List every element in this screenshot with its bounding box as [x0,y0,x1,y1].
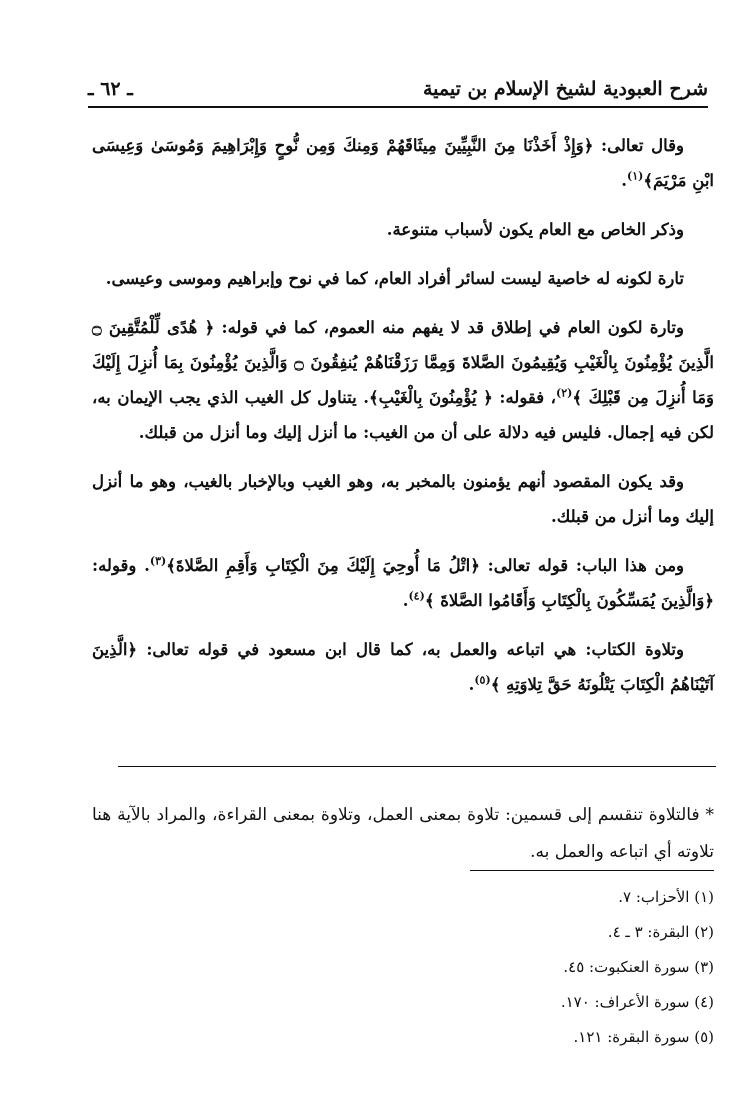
footnote-ref-5: (٥) [474,673,491,687]
page-number: ـ ٦٢ ـ [88,78,133,100]
paragraph-4 [92,310,714,450]
paragraph-text: تارة لكونه له خاصية ليست لسائر أفراد العام، كما في نوح وإبراهيم وموسى وعيسى. [105,269,684,288]
footnote-4: (٤) سورة الأعراف: ١٧٠. [560,993,714,1011]
paragraph-text: وتارة لكون العام في إطلاق قد لا يفهم منه العموم، كما في قوله: ﴿ هُدًى لِّلْمُتَّقِينَ ۝ الَّذِينَ يُؤْمِنُونَ بِالْغَيْبِ وَيُقِيمُونَ الصَّلاةَ وَمِمَّا رَزَقْنَاهُمْ يُنفِقُونَ ۝ وَالَّذِينَ يُؤْمِنُونَ بِمَا أُنزِلَ إِلَيْكَ وَمَا أُنزِلَ مِن قَبْلِكَ ﴾ [92,318,714,407]
footnote-ref-2: (٢) [555,386,573,400]
paragraph-text: وتلاوة الكتاب: هي اتباعه والعمل به، كما قال ابن مسعود في قوله تعالى: ﴿الَّذِينَ آتَيْنَاهُمُ الْكِتَابَ يَتْلُونَهُ حَقَّ تِلاوَتِهِ ﴾ [92,640,714,694]
paragraph-text: وذكر الخاص مع العام يكون لأسباب متنوعة. [386,220,684,239]
footnote-ref-1: (١) [626,169,644,183]
paragraph-text: ومن هذا الباب: قوله تعالى: ﴿اتْلُ مَا أُوحِيَ إِلَيْكَ مِنَ الْكِتَابِ وَأَقِمِ الصَّلاةَ﴾ [166,556,684,575]
paragraph-1: وقال تعالى: ﴿وَإِذْ أَخَذْنَا مِنَ النَّبِيِّينَ مِيثَاقَهُمْ وَمِنكَ وَمِن نُّوحٍ وَإِبْرَاهِيمَ وَمُوسَىٰ وَعِيسَى ابْنِ مَرْيَمَ﴾$^{(١)}$. [92,136,714,190]
paragraph-7: وتلاوة الكتاب: هي اتباعه والعمل به، كما قال ابن مسعود في قوله تعالى: ﴿الَّذِينَ آتَيْنَاهُمُ الْكِتَابَ يَتْلُونَهُ حَقَّ تِلاوَتِهِ ﴾$^{(٥)}$. [92,640,714,694]
footnote-divider [470,870,714,871]
header-rule [88,106,708,108]
paragraph-text: . وقوله: ﴿وَالَّذِينَ يُمَسِّكُونَ بِالْكِتَابِ وَأَقَامُوا الصَّلاةَ ﴾ [92,556,714,610]
footnote-1: (١) الأحزاب: ٧. [618,888,714,906]
footnote-ref-3: (٣) [149,554,167,568]
paragraph-text: وقد يكون المقصود أنهم يؤمنون بالمخبر به، وهو الغيب وبالإخبار بالغيب، وهو ما أنزل إليك وما أنزل من قبلك. [92,472,714,526]
footnote-3: (٣) سورة العنكبوت: ٤٥. [563,958,714,976]
paragraph-text: وقال تعالى: ﴿وَإِذْ أَخَذْنَا مِنَ النَّبِيِّينَ مِيثَاقَهُمْ وَمِنكَ وَمِن نُّوحٍ وَإِبْرَاهِيمَ وَمُوسَىٰ وَعِيسَى ابْنِ مَرْيَمَ﴾ [92,136,714,190]
paragraph-6: ومن هذا الباب: قوله تعالى: ﴿اتْلُ مَا أُوحِيَ إِلَيْكَ مِنَ الْكِتَابِ وَأَقِمِ الصَّلاةَ﴾$^{(٣)}$. وقوله: ﴿وَالَّذِينَ يُمَسِّكُونَ بِالْكِتَابِ وَأَقَامُوا الصَّلاةَ ﴾$^{(٤)}$. [92,554,714,610]
paragraph-3 [92,261,714,296]
main-text [92,128,714,708]
footnotes [414,880,714,1055]
note-divider [118,766,716,767]
paragraph-2 [92,212,714,247]
footnote-5: (٥) سورة البقرة: ١٢١. [573,1028,714,1046]
running-title: شرح العبودية لشيخ الإسلام بن تيمية [422,78,708,100]
footnote-2: (٢) البقرة: ٣ ـ ٤. [607,923,714,941]
paragraph-text: ، فقوله: ﴿ يُؤْمِنُونَ بِالْغَيْبِ﴾. يتناول كل الغيب الذي يجب الإيمان به، لكن فيه إجمال. فليس فيه دلالة على أن من الغيب: ما أنزل إليك وما أنزل من قبلك. [92,388,714,442]
paragraph-5 [92,464,714,534]
commentary-note: * فالتلاوة تنقسم إلى قسمين: تلاوة بمعنى العمل، وتلاوة بمعنى القراءة، والمراد بالآية هنا تلاوته أي اتباعه والعمل به. [92,805,714,862]
footnote-ref-4: (٤) [408,589,425,603]
running-header [88,78,708,104]
